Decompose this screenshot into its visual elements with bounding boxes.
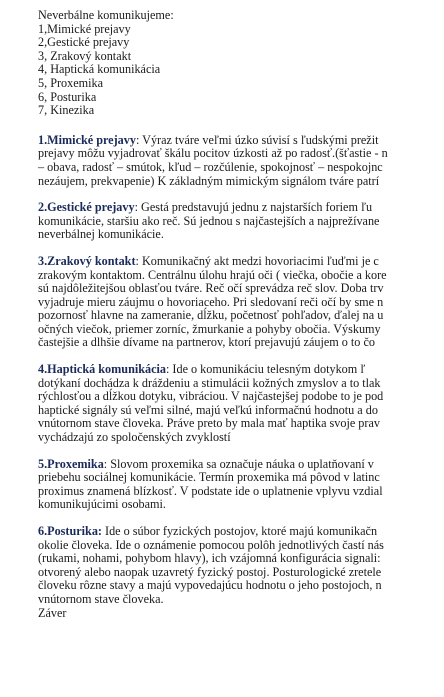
section-line: proximus znamená blízkosť. V podstate ide o uplatnenie vplyvu vzdial bbox=[38, 483, 383, 498]
section-line: vnútornom stave človeka. Práve preto by mala mať haptika svoje prav bbox=[38, 416, 380, 431]
section-line: vnútornom stave človeka. bbox=[38, 591, 164, 606]
section-line: : Gestá predstavujú jednu z najstarších foriem ľu bbox=[134, 200, 373, 215]
section-heading: 3.Zrakový kontakt bbox=[38, 253, 136, 268]
section-line: haptické signály sú veľmi silné, majú veľkú informačnú hodnotu a do bbox=[38, 402, 378, 417]
section-line: vyjadruje mieru záujmu o hovoriaceho. Pri sledovaní reči očí by sme n bbox=[38, 294, 384, 309]
section-haptic bbox=[38, 363, 444, 445]
section-line: častejšie a dlhšie dívame na partnerov, ktorí prejavujú záujem o to čo bbox=[38, 335, 375, 350]
section-line: (rukami, nohami, pohybom hlavy), ich vzájomná konfigurácia signali: bbox=[38, 551, 381, 566]
section-heading: 6.Posturika: bbox=[38, 524, 102, 538]
section-line: človeku rôzne stavy a majú vypovedajúcu hodnotu o jeho postojoch, n bbox=[38, 578, 382, 593]
intro-title: Neverbálne komunikujeme: bbox=[38, 8, 174, 22]
section-heading: 5.Proxemika bbox=[38, 456, 104, 471]
section-line: prejavy môžu vyjadrovať škálu pocitov úzkosti až po radosť.(šťastie - n bbox=[38, 146, 388, 161]
section-line: neverbálnej komunikácie. bbox=[38, 227, 164, 242]
section-line: komunikujúcimi osobami. bbox=[38, 497, 166, 512]
topic-list-item: 3, Zrakový kontakt bbox=[38, 48, 132, 63]
section-proxemics bbox=[38, 458, 444, 512]
section-line: sú najdôležitejšou oblasťou tváre. Reč očí sprevádza reč slov. Doba trv bbox=[38, 281, 384, 296]
topic-list-item: 7, Kinezika bbox=[38, 103, 95, 118]
section-line: : Komunikačný akt medzi hovoriacimi ľuďmi je c bbox=[135, 253, 379, 268]
section-heading: 4.Haptická komunikácia bbox=[38, 362, 166, 377]
section-line: : Výraz tváre veľmi úzko súvisí s ľudskými prežit bbox=[135, 132, 379, 147]
section-heading: 1.Mimické prejavy bbox=[38, 132, 136, 147]
topic-list-item: 1,Mimické prejavy bbox=[38, 21, 131, 36]
topic-list bbox=[38, 23, 444, 118]
footer-heading: Záver bbox=[38, 605, 67, 620]
section-line: rýchlosťou a dĺžkou dotyku, vibráciou. V najčastejšej podobe to je pod bbox=[38, 389, 384, 404]
topic-list-item: 5, Proxemika bbox=[38, 75, 103, 90]
section-line: otvorený alebo naopak uzavretý fyzický postoj. Posturologické zretele bbox=[38, 564, 382, 579]
section-eye-contact bbox=[38, 255, 444, 350]
document-content bbox=[38, 9, 444, 620]
section-line: okolie človeka. Ide o oznámenie pomocou polôh jednotlivých častí nás bbox=[38, 537, 384, 552]
section-gesture bbox=[38, 201, 444, 242]
section-line: Ide o súbor fyzických postojov, ktoré majú komunikačn bbox=[101, 524, 378, 538]
section-line: : Slovom proxemika sa označuje náuka o uplatňovaní v bbox=[103, 456, 374, 471]
section-mimic bbox=[38, 134, 444, 188]
section-line: vychádzajú zo spoločenských zvyklostí bbox=[38, 430, 231, 445]
section-line: zrakovým kontaktom. Centrálnu úlohu hrajú oči ( viečka, obočie a kore bbox=[38, 267, 387, 282]
topic-list-item: 4, Haptická komunikácia bbox=[38, 62, 161, 77]
section-line: komunikácie, staršiu ako reč. Sú jednou s najčastejších a najprežívane bbox=[38, 213, 380, 228]
topic-list-item: 2,Gestické prejavy bbox=[38, 35, 130, 50]
section-line: pozornosť hlavne na zameranie, dĺžku, početnosť pohľadov, ďalej na u bbox=[38, 308, 384, 323]
section-line: priebehu sociálnej komunikácie. Termín proxemika má pôvod v latinc bbox=[38, 470, 380, 485]
section-line: očných viečok, priemer zorníc, žmurkanie a pohyby obočia. Výskumy bbox=[38, 321, 381, 336]
section-line: nezáujem, prekvapenie) K základným mimickým signálom tváre patrí bbox=[38, 173, 380, 188]
section-line: : Ide o komunikáciu telesným dotykom ľ bbox=[166, 362, 366, 377]
section-posture bbox=[38, 525, 444, 607]
section-heading: 2.Gestické prejavy bbox=[38, 200, 135, 215]
topic-list-item: 6, Posturika bbox=[38, 89, 97, 104]
section-line: dotýkaní dochádza k dráždeniu a stimulácii kožných zmyslov a to tlak bbox=[38, 375, 381, 390]
section-line: – obava, radosť – smútok, kľud – rozčúlenie, spokojnosť – nespokojnc bbox=[38, 159, 383, 174]
